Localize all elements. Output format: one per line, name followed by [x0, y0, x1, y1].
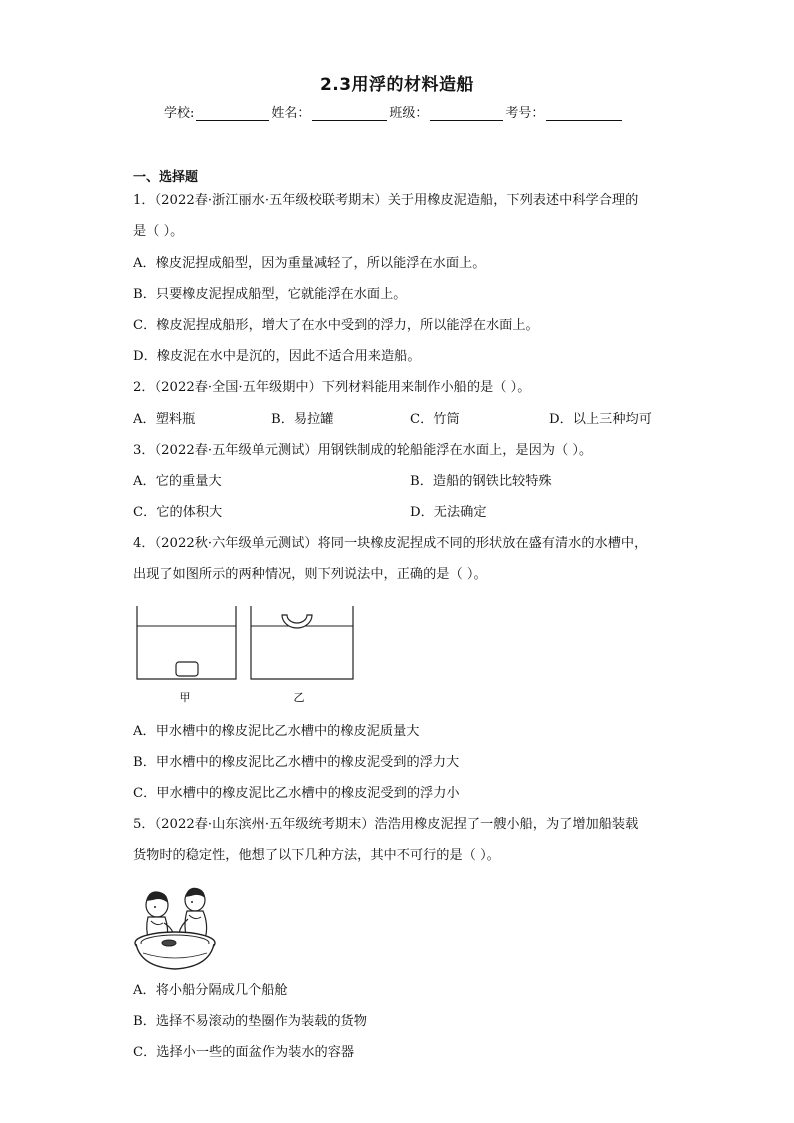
clay-lump-sunk: [176, 662, 198, 676]
question-1-option-d[interactable]: D．橡皮泥在水中是沉的，因此不适合用来造船。: [133, 349, 421, 364]
name-blank[interactable]: [312, 106, 387, 121]
clay-boat-in-basin: [162, 940, 176, 946]
question-4-option-c[interactable]: C．甲水槽中的橡皮泥比乙水槽中的橡皮泥受到的浮力小: [133, 786, 460, 801]
question-5-option-a[interactable]: A．将小船分隔成几个船舱: [133, 983, 288, 998]
question-3-option-c[interactable]: C．它的体积大: [133, 505, 223, 520]
children-with-basin-illustration: [133, 883, 218, 975]
question-1-stem-cont: 是（ ）。: [133, 224, 184, 239]
water-tanks-figure: [133, 604, 363, 709]
question-3-option-a[interactable]: A．它的重量大: [133, 474, 222, 489]
question-4-stem-cont: 出现了如图所示的两种情况，则下列说法中，正确的是（ ）。: [133, 567, 487, 582]
question-4-option-b[interactable]: B．甲水槽中的橡皮泥比乙水槽中的橡皮泥受到的浮力大: [133, 755, 460, 770]
child-right: [179, 888, 207, 939]
page-title: 2.3用浮的材料造船: [319, 75, 475, 95]
student-info-line: [164, 102, 624, 121]
tank-yi: [251, 606, 353, 679]
question-1-option-c[interactable]: C．橡皮泥捏成船形，增大了在水中受到的浮力，所以能浮在水面上。: [133, 318, 539, 333]
class-blank[interactable]: [430, 106, 503, 121]
question-2-stem: 2．（2022春·全国·五年级期中）下列材料能用来制作小船的是（ ）。: [133, 380, 531, 395]
question-5-stem: 5．（2022春·山东滨州·五年级统考期末）浩浩用橡皮泥捏了一艘小船，为了增加船装载: [133, 817, 639, 832]
school-blank[interactable]: [196, 106, 269, 121]
question-3-option-d[interactable]: D．无法确定: [410, 505, 487, 520]
question-5-option-c[interactable]: C．选择小一些的面盆作为装水的容器: [133, 1045, 355, 1060]
question-5-stem-cont: 货物时的稳定性，他想了以下几种方法，其中不可行的是（ ）。: [133, 848, 500, 863]
question-2-option-a[interactable]: A．塑料瓶: [133, 412, 196, 427]
question-1-stem: 1．（2022春·浙江丽水·五年级校联考期末）关于用橡皮泥造船，下列表述中科学合理的: [133, 193, 639, 208]
question-3-option-b[interactable]: B．造船的钢铁比较特殊: [410, 474, 552, 489]
question-4-option-a[interactable]: A．甲水槽中的橡皮泥比乙水槽中的橡皮泥质量大: [133, 724, 420, 739]
exam-no-blank[interactable]: [546, 106, 622, 121]
name-label: 姓名：: [271, 106, 311, 121]
question-2-option-d[interactable]: D．以上三种均可: [549, 412, 652, 427]
basin: [135, 932, 215, 969]
question-1-option-a[interactable]: A．橡皮泥捏成船型，因为重量减轻了，所以能浮在水面上。: [133, 256, 486, 271]
question-2-option-b[interactable]: B．易拉罐: [271, 412, 334, 427]
tank-jia: [137, 606, 236, 679]
school-label: 学校:: [164, 106, 195, 121]
class-label: 班级：: [389, 106, 429, 121]
section-title: 一、选择题: [133, 170, 199, 185]
figure-label-yi: 乙: [293, 691, 305, 704]
question-3-stem: 3．（2022春·五年级单元测试）用钢铁制成的轮船能浮在水面上，是因为（ ）。: [133, 443, 593, 458]
question-1-option-b[interactable]: B．只要橡皮泥捏成船型，它就能浮在水面上。: [133, 287, 407, 302]
question-4-stem: 4．（2022秋·六年级单元测试）将同一块橡皮泥捏成不同的形状放在盛有清水的水槽中，: [133, 536, 648, 551]
question-5-option-b[interactable]: B．选择不易滚动的垫圈作为装载的货物: [133, 1014, 367, 1029]
figure-label-jia: 甲: [179, 691, 191, 704]
exam-no-label: 考号：: [505, 106, 545, 121]
question-2-option-c[interactable]: C．竹筒: [410, 412, 460, 427]
